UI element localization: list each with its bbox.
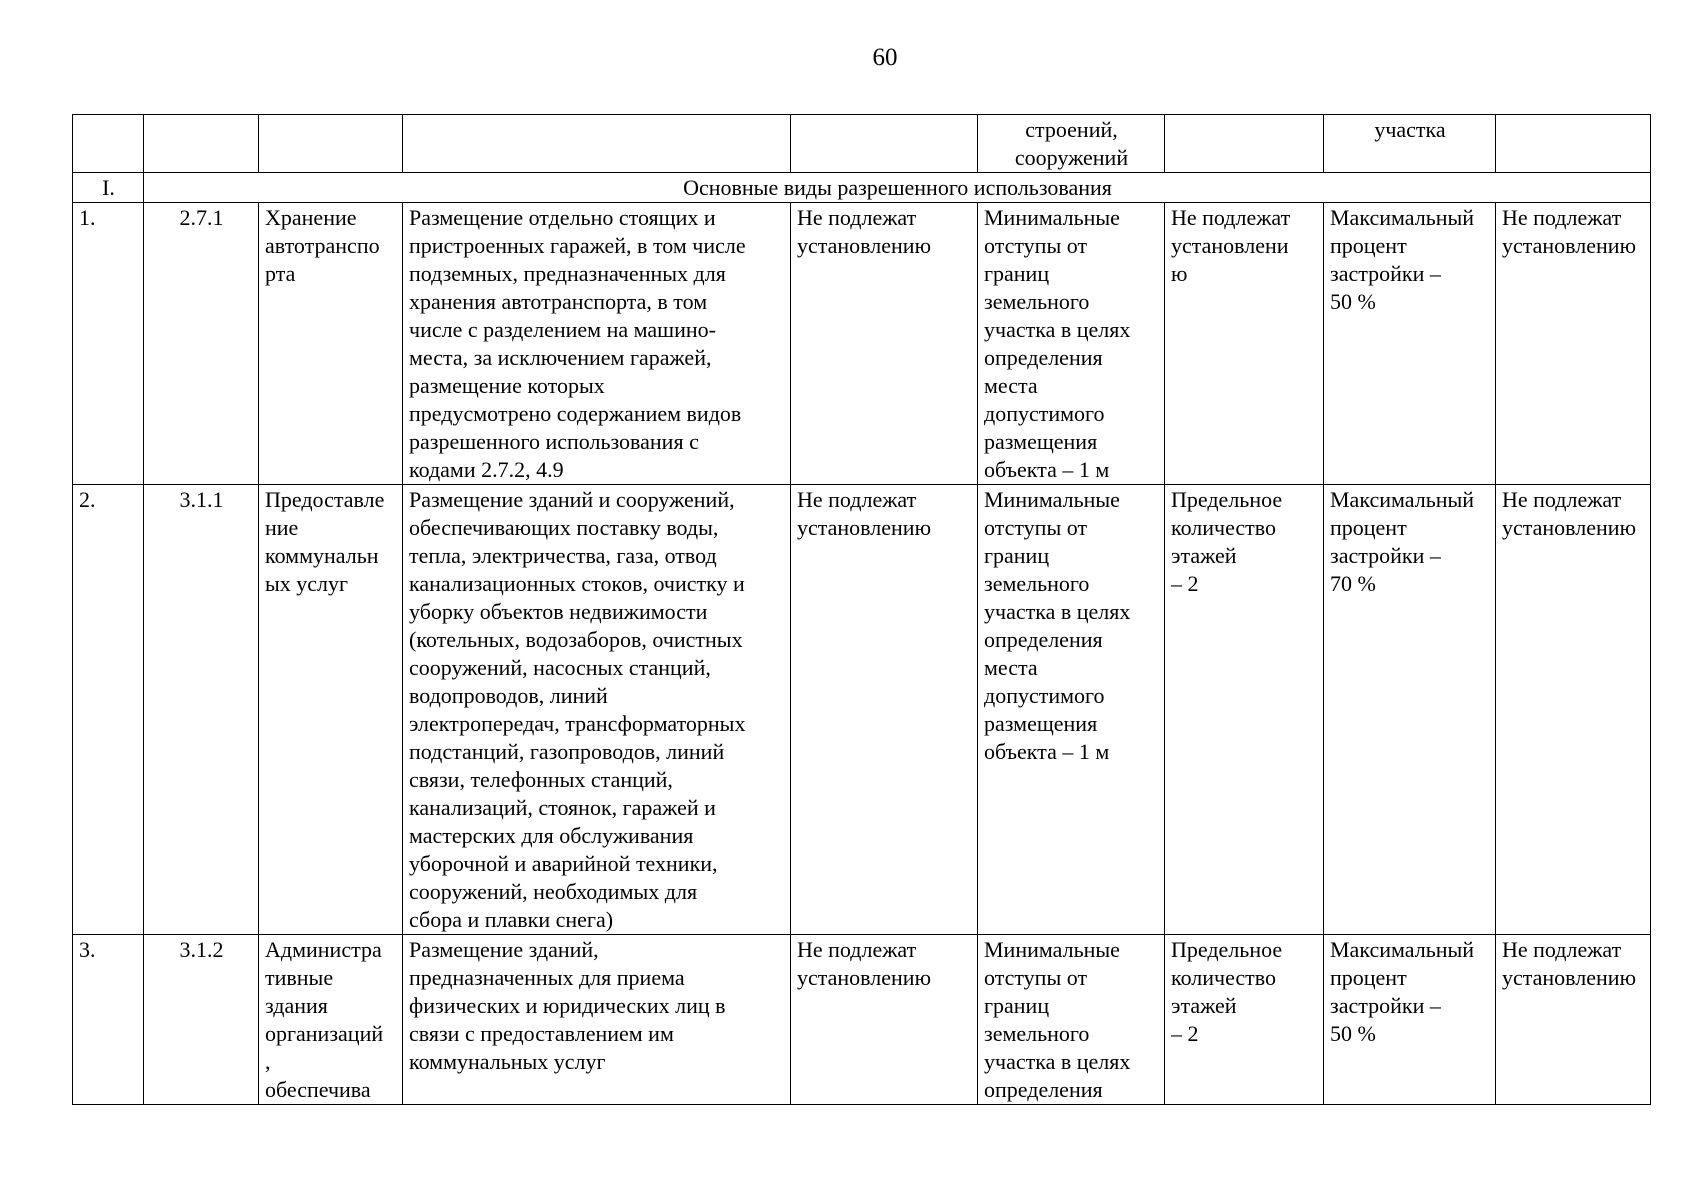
text-line: установлению (797, 233, 932, 258)
text-line: Хранение (265, 205, 357, 230)
text-line: Не подлежат (797, 205, 917, 230)
text-line: определения (984, 345, 1103, 370)
text-line: допустимого (984, 683, 1105, 708)
text-line: участка в целях (984, 317, 1131, 342)
text-line: отступы от (984, 233, 1088, 258)
text-line: Максимальный (1330, 937, 1475, 962)
text-line: места (984, 373, 1038, 398)
row-col9 (1496, 935, 1651, 1105)
row-col8 (1324, 935, 1496, 1105)
text-line: отступы от (984, 965, 1088, 990)
table-row (73, 935, 1651, 1105)
text-line: процент (1330, 515, 1407, 540)
text-line: хранения автотранспорта, в том (409, 289, 708, 314)
text-line: размещения (984, 429, 1098, 454)
header-line: участка (1374, 117, 1446, 142)
table-row (73, 485, 1651, 935)
text-line: установлению (1502, 515, 1637, 540)
text-line: застройки – (1330, 543, 1441, 568)
text-line: процент (1330, 233, 1407, 258)
text-line: коммунальных услуг (409, 1049, 606, 1074)
text-line: 70 % (1330, 571, 1376, 596)
row-code: 3.1.1 (144, 485, 259, 935)
row-number (73, 935, 144, 1105)
header-line: строений, (1025, 117, 1118, 142)
text-line: подстанций, газопроводов, линий (409, 739, 725, 764)
header-cell-plot (1324, 115, 1496, 173)
text-line: Предельное (1171, 487, 1283, 512)
header-cell (73, 115, 144, 173)
text-line: организаций (265, 1021, 384, 1046)
text-line: Минимальные (984, 205, 1120, 230)
row-col6 (978, 203, 1165, 485)
text-line: объекта – 1 м (984, 739, 1110, 764)
text-line: этажей (1171, 543, 1237, 568)
section-row (73, 173, 1651, 203)
row-number: 2. (73, 485, 144, 935)
header-cell-parameters (978, 115, 1165, 173)
header-line: сооружений (1014, 145, 1129, 170)
row-name (259, 203, 403, 485)
text-line: кодами 2.7.2, 4.9 (409, 457, 564, 482)
text-line: сооружений, необходимых для (409, 879, 698, 904)
row-description (403, 935, 791, 1105)
row-col8 (1324, 485, 1496, 935)
text-line: участка в целях (984, 1049, 1131, 1074)
row-col7 (1165, 485, 1324, 935)
header-cell (1496, 115, 1651, 173)
row-col5 (791, 203, 978, 485)
text-line: этажей (1171, 993, 1237, 1018)
text-line: числе с разделением на машино- (409, 317, 716, 342)
text-line: канализационных стоков, очистку и (409, 571, 745, 596)
text-line: границ (984, 543, 1050, 568)
text-line: – 2 (1171, 571, 1199, 596)
text-line: границ (984, 261, 1050, 286)
text-line: Администра (265, 937, 382, 962)
text-line: разрешенного использования с (409, 429, 699, 454)
text-line: 3.1.2 (179, 937, 224, 962)
text-line: 50 % (1330, 289, 1376, 314)
text-line: Минимальные (984, 487, 1120, 512)
text-line: места (984, 655, 1038, 680)
text-line: Не подлежат (797, 487, 917, 512)
text-line: Максимальный (1330, 205, 1475, 230)
text-line: уборочной и аварийной техники, (409, 851, 718, 876)
text-line: (котельных, водозаборов, очистных (409, 627, 743, 652)
text-line: установлению (1502, 965, 1637, 990)
row-col7 (1165, 203, 1324, 485)
section-number: I. (73, 173, 144, 203)
text-line: Размещение зданий и сооружений, (409, 487, 735, 512)
text-line: Предельное (1171, 937, 1283, 962)
text-line: объекта – 1 м (984, 457, 1110, 482)
text-line: отступы от (984, 515, 1088, 540)
text-line: Не подлежат (1171, 205, 1291, 230)
text-line: сбора и плавки снега) (409, 907, 614, 932)
text-line: автотранспо (265, 233, 380, 258)
text-line: сооружений, насосных станций, (409, 655, 711, 680)
text-line: связи, телефонных станций, (409, 767, 673, 792)
text-line: установлению (797, 515, 932, 540)
text-line: предусмотрено содержанием видов (409, 401, 742, 426)
text-line: Размещение зданий, (409, 937, 599, 962)
text-line: , (265, 1049, 271, 1074)
text-line: тивные (265, 965, 334, 990)
header-cell (791, 115, 978, 173)
text-line: установлению (797, 965, 932, 990)
text-line: установлени (1171, 233, 1289, 258)
text-line: предназначенных для приема (409, 965, 685, 990)
text-line: определения (984, 627, 1103, 652)
text-line: ых услуг (265, 571, 349, 596)
text-line: процент (1330, 965, 1407, 990)
section-title: Основные виды разрешенного использования (144, 173, 1651, 203)
text-line: мастерских для обслуживания (409, 823, 694, 848)
row-col8 (1324, 203, 1496, 485)
text-line: размещение которых (409, 373, 605, 398)
row-code (144, 935, 259, 1105)
text-line: физических и юридических лиц в (409, 993, 726, 1018)
row-col6 (978, 485, 1165, 935)
text-line: канализаций, стоянок, гаражей и (409, 795, 716, 820)
header-cell (1165, 115, 1324, 173)
text-line: 3. (79, 937, 96, 962)
row-name (259, 935, 403, 1105)
row-col9 (1496, 485, 1651, 935)
row-col9 (1496, 203, 1651, 485)
text-line: связи с предоставлением им (409, 1021, 674, 1046)
header-continuation-row (73, 115, 1651, 173)
text-line: места, за исключением гаражей, (409, 345, 712, 370)
header-cell (259, 115, 403, 173)
text-line: пристроенных гаражей, в том числе (409, 233, 746, 258)
text-line: Размещение отдельно стоящих и (409, 205, 716, 230)
header-cell (144, 115, 259, 173)
text-line: 50 % (1330, 1021, 1376, 1046)
text-line: участка в целях (984, 599, 1131, 624)
page-number: 60 (872, 44, 898, 71)
text-line: установлению (1502, 233, 1637, 258)
text-line: электропередач, трансформаторных (409, 711, 746, 736)
text-line: уборку объектов недвижимости (409, 599, 708, 624)
text-line: – 2 (1171, 1021, 1199, 1046)
text-line: количество (1171, 515, 1277, 540)
row-col6 (978, 935, 1165, 1105)
row-col5 (791, 485, 978, 935)
text-line: ю (1171, 261, 1188, 286)
row-description (403, 485, 791, 935)
text-line: Максимальный (1330, 487, 1475, 512)
text-line: водопроводов, линий (409, 683, 608, 708)
text-line: определения (984, 1077, 1103, 1102)
text-line: земельного (984, 1021, 1090, 1046)
table-row (73, 203, 1651, 485)
row-description (403, 203, 791, 485)
text-line: земельного (984, 289, 1090, 314)
land-use-table (72, 114, 1651, 1105)
text-line: Не подлежат (1502, 205, 1622, 230)
row-number: 1. (73, 203, 144, 485)
text-line: Минимальные (984, 937, 1120, 962)
text-line: размещения (984, 711, 1098, 736)
header-cell (403, 115, 791, 173)
text-line: тепла, электричества, газа, отвод (409, 543, 717, 568)
text-line: количество (1171, 965, 1277, 990)
text-line: здания (265, 993, 328, 1018)
text-line: Не подлежат (1502, 487, 1622, 512)
text-line: Предоставле (265, 487, 385, 512)
text-line: ние (265, 515, 299, 540)
row-name (259, 485, 403, 935)
text-line: обеспечивающих поставку воды, (409, 515, 719, 540)
text-line: допустимого (984, 401, 1105, 426)
text-line: коммунальн (265, 543, 379, 568)
text-line: границ (984, 993, 1050, 1018)
text-line: застройки – (1330, 261, 1441, 286)
row-col5 (791, 935, 978, 1105)
text-line: подземных, предназначенных для (409, 261, 726, 286)
text-line: обеспечива (265, 1077, 371, 1102)
row-code: 2.7.1 (144, 203, 259, 485)
text-line: земельного (984, 571, 1090, 596)
text-line: Не подлежат (797, 937, 917, 962)
row-col7 (1165, 935, 1324, 1105)
text-line: рта (265, 261, 296, 286)
text-line: застройки – (1330, 993, 1441, 1018)
text-line: Не подлежат (1502, 937, 1622, 962)
